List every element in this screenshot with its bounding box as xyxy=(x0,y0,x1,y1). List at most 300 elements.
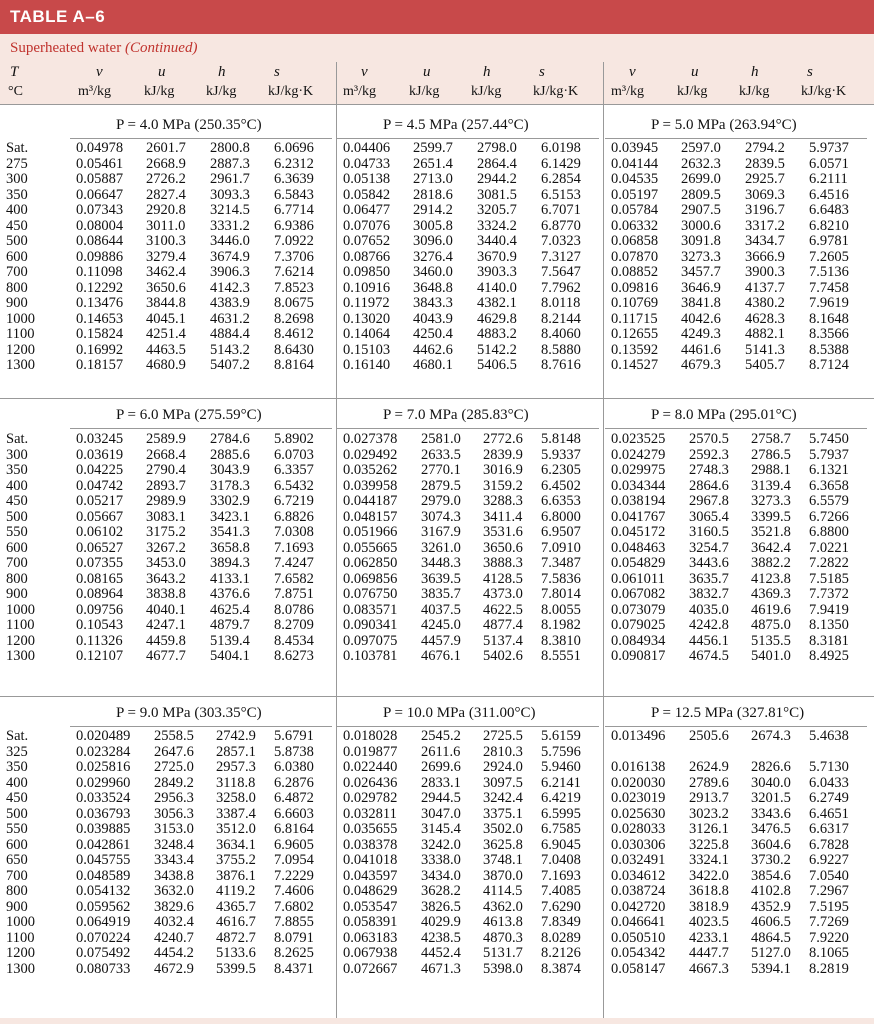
header-T-symbol: T xyxy=(10,64,19,80)
temperature-cell: 1300 xyxy=(6,357,35,373)
s-cell: 7.8523 xyxy=(274,279,314,296)
u-cell: 4240.7 xyxy=(154,929,194,946)
header-h-symbol: h xyxy=(218,64,226,80)
u-cell: 2967.8 xyxy=(689,493,729,509)
u-cell: 3074.3 xyxy=(421,508,461,525)
s-cell: 6.6353 xyxy=(541,493,581,509)
s-cell: 6.9507 xyxy=(541,524,581,540)
temperature-column xyxy=(6,432,48,665)
h-cell: 2784.6 xyxy=(210,431,250,447)
v-cell: 0.083571 xyxy=(343,601,398,618)
h-cell: 4369.3 xyxy=(751,586,791,602)
pressure-underline xyxy=(605,428,867,429)
v-cell: 0.032811 xyxy=(343,805,397,822)
header-s-symbol: s xyxy=(274,64,280,80)
v-cell: 0.04742 xyxy=(76,477,124,494)
s-cell: 6.5843 xyxy=(274,186,314,203)
pressure-underline xyxy=(337,726,599,727)
s-cell: 7.6582 xyxy=(274,570,314,587)
v-cell: 0.13476 xyxy=(76,295,124,311)
h-cell: 4879.7 xyxy=(210,617,250,633)
u-cell: 3167.9 xyxy=(421,524,461,540)
s-cell: 7.7269 xyxy=(809,914,849,930)
temperature-cell: 600 xyxy=(6,248,28,265)
v-cell: 0.064919 xyxy=(76,914,131,930)
s-cell: 8.4612 xyxy=(274,326,314,342)
h-cell: 3650.6 xyxy=(483,539,523,556)
u-cell: 2581.0 xyxy=(421,431,461,447)
v-cell: 0.029960 xyxy=(76,774,131,791)
temperature-column xyxy=(6,729,48,977)
v-cell: 0.016138 xyxy=(611,759,666,775)
u-cell: 2632.3 xyxy=(681,155,721,172)
s-cell: 6.3658 xyxy=(809,477,849,494)
s-cell: 5.9737 xyxy=(809,140,849,156)
h-cell: 3399.5 xyxy=(751,508,791,525)
h-cell: 3674.9 xyxy=(210,248,250,265)
h-cell: 5406.5 xyxy=(477,357,517,373)
h-cell: 5407.2 xyxy=(210,357,250,373)
v-cell: 0.08644 xyxy=(76,233,124,249)
v-cell: 0.10543 xyxy=(76,617,124,633)
h-cell: 3670.9 xyxy=(477,248,517,265)
u-cell: 3434.0 xyxy=(421,867,461,884)
h-cell: 4352.9 xyxy=(751,898,791,915)
h-cell: 3903.3 xyxy=(477,264,517,280)
s-cell: 6.3357 xyxy=(274,462,314,478)
h-cell: 5394.1 xyxy=(751,960,791,977)
h-cell: 3016.9 xyxy=(483,462,523,478)
s-cell: 7.8014 xyxy=(541,586,581,602)
v-cell: 0.07343 xyxy=(76,202,124,218)
v-cell: 0.18157 xyxy=(76,357,124,373)
s-cell: 7.0408 xyxy=(541,852,581,868)
subtitle-note: (Continued) xyxy=(124,40,198,56)
s-cell: 7.1693 xyxy=(274,539,314,556)
h-cell: 3159.2 xyxy=(483,477,523,494)
h-cell: 5401.0 xyxy=(751,648,791,664)
h-cell: 5127.0 xyxy=(751,945,791,961)
header-u-symbol: u xyxy=(158,64,166,80)
v-cell: 0.06858 xyxy=(611,233,659,249)
s-cell: 7.4247 xyxy=(274,555,314,571)
h-cell: 4142.3 xyxy=(210,279,250,296)
s-cell: 6.8826 xyxy=(274,508,314,525)
v-cell: 0.14653 xyxy=(76,310,124,327)
s-cell: 7.5185 xyxy=(809,570,849,587)
u-cell: 3225.8 xyxy=(689,836,729,853)
v-cell: 0.038724 xyxy=(611,883,666,899)
u-cell: 2624.9 xyxy=(689,759,729,775)
h-cell: 2772.6 xyxy=(483,431,523,447)
header-s-unit: kJ/kg·K xyxy=(533,84,579,99)
u-cell: 3005.8 xyxy=(413,217,453,234)
u-cell: 3422.0 xyxy=(689,867,729,884)
v-cell: 0.048157 xyxy=(343,508,398,525)
h-cell: 4883.2 xyxy=(477,326,517,342)
v-cell: 0.048629 xyxy=(343,883,398,899)
s-cell: 5.8738 xyxy=(274,743,314,760)
pressure-underline xyxy=(70,726,332,727)
v-cell: 0.14064 xyxy=(343,326,391,342)
v-cell: 0.019877 xyxy=(343,743,398,760)
u-cell: 4452.4 xyxy=(421,945,461,961)
h-cell: 3642.4 xyxy=(751,539,791,556)
h-cell: 4382.1 xyxy=(477,295,517,311)
h-cell: 3854.6 xyxy=(751,867,791,884)
u-cell: 2849.2 xyxy=(154,774,194,791)
h-cell: 4128.5 xyxy=(483,570,523,587)
u-cell: 4249.3 xyxy=(681,326,721,342)
u-cell: 3453.0 xyxy=(146,555,186,571)
h-cell: 5141.3 xyxy=(745,341,785,358)
h-cell: 4362.0 xyxy=(483,898,523,915)
v-cell: 0.06477 xyxy=(343,202,391,218)
s-cell: 6.9045 xyxy=(541,836,581,853)
u-cell: 2864.6 xyxy=(689,477,729,494)
s-cell: 7.5195 xyxy=(809,898,849,915)
h-cell: 3446.0 xyxy=(210,233,250,249)
h-cell: 4119.2 xyxy=(216,883,256,899)
temperature-cell: 700 xyxy=(6,264,28,280)
s-cell: 6.0571 xyxy=(809,155,849,172)
h-cell: 2794.2 xyxy=(745,140,785,156)
s-cell: 8.0786 xyxy=(274,601,314,618)
pressure-title: P = 4.5 MPa (257.44°C) xyxy=(383,117,529,133)
v-cell: 0.029975 xyxy=(611,462,666,478)
v-cell: 0.04733 xyxy=(343,155,391,172)
s-cell: 6.7585 xyxy=(541,821,581,837)
v-cell: 0.10769 xyxy=(611,295,659,311)
u-cell: 2599.7 xyxy=(413,140,453,156)
v-cell: 0.11326 xyxy=(76,632,123,649)
u-cell: 4251.4 xyxy=(146,326,186,342)
v-cell: 0.05667 xyxy=(76,508,124,525)
v-cell: 0.08004 xyxy=(76,217,124,234)
v-cell: 0.080733 xyxy=(76,960,131,977)
temperature-cell: 650 xyxy=(6,852,28,868)
header-s-unit: kJ/kg·K xyxy=(268,84,314,99)
h-cell: 3324.2 xyxy=(477,217,517,234)
v-cell: 0.16140 xyxy=(343,357,391,373)
temperature-cell: Sat. xyxy=(6,728,29,744)
header-u-symbol: u xyxy=(423,64,431,80)
v-cell: 0.039958 xyxy=(343,477,398,494)
h-cell: 4133.1 xyxy=(210,570,250,587)
s-cell: 7.3487 xyxy=(541,555,581,571)
h-cell: 3139.4 xyxy=(751,477,791,494)
u-cell: 3844.8 xyxy=(146,295,186,311)
s-cell: 6.7266 xyxy=(809,508,849,525)
v-cell: 0.11715 xyxy=(611,310,658,327)
v-cell: 0.05138 xyxy=(343,171,391,187)
u-cell: 2651.4 xyxy=(413,155,453,172)
v-cell: 0.06527 xyxy=(76,539,124,556)
temperature-cell: 450 xyxy=(6,217,28,234)
u-cell: 2570.5 xyxy=(689,431,729,447)
h-cell: 2742.9 xyxy=(216,728,256,744)
temperature-column xyxy=(6,141,48,374)
s-cell: 6.6483 xyxy=(809,202,849,218)
s-cell: 6.7828 xyxy=(809,836,849,853)
v-cell: 0.045172 xyxy=(611,524,666,540)
u-cell: 3818.9 xyxy=(689,898,729,915)
temperature-cell: 500 xyxy=(6,233,28,249)
header-s-unit: kJ/kg·K xyxy=(801,84,847,99)
v-cell: 0.054342 xyxy=(611,945,666,961)
u-cell: 4245.0 xyxy=(421,617,461,633)
u-cell: 2827.4 xyxy=(146,186,186,203)
u-cell: 4454.2 xyxy=(154,945,194,961)
u-cell: 2505.6 xyxy=(689,728,729,744)
s-cell: 6.4872 xyxy=(274,790,314,806)
s-cell: 8.2698 xyxy=(274,310,314,327)
h-cell: 3440.4 xyxy=(477,233,517,249)
temperature-cell: 800 xyxy=(6,883,28,899)
u-cell: 4671.3 xyxy=(421,960,461,977)
u-cell: 3338.0 xyxy=(421,852,461,868)
s-cell: 6.0703 xyxy=(274,446,314,463)
v-cell: 0.032491 xyxy=(611,852,666,868)
u-cell: 2592.3 xyxy=(689,446,729,463)
temperature-cell: 800 xyxy=(6,570,28,587)
h-cell: 5131.7 xyxy=(483,945,523,961)
temperature-cell: 400 xyxy=(6,202,28,218)
s-cell: 6.4651 xyxy=(809,805,849,822)
temperature-cell: 600 xyxy=(6,539,28,556)
h-cell: 2798.0 xyxy=(477,140,517,156)
s-cell: 7.7458 xyxy=(809,279,849,296)
u-cell: 2633.5 xyxy=(421,446,461,463)
s-cell: 6.8164 xyxy=(274,821,314,837)
h-cell: 3476.5 xyxy=(751,821,791,837)
v-cell: 0.041767 xyxy=(611,508,666,525)
s-cell: 8.0055 xyxy=(541,601,581,618)
s-cell: 8.0791 xyxy=(274,929,314,946)
h-cell: 3531.6 xyxy=(483,524,523,540)
u-cell: 3083.1 xyxy=(146,508,186,525)
v-cell: 0.079025 xyxy=(611,617,666,633)
s-cell: 6.8210 xyxy=(809,217,849,234)
v-cell: 0.09816 xyxy=(611,279,659,296)
s-cell: 8.1065 xyxy=(809,945,849,961)
s-cell: 7.6214 xyxy=(274,264,314,280)
v-cell: 0.058391 xyxy=(343,914,398,930)
temperature-cell: 550 xyxy=(6,821,28,837)
h-cell: 3273.3 xyxy=(751,493,791,509)
u-cell: 3628.2 xyxy=(421,883,461,899)
temperature-cell: 300 xyxy=(6,446,28,463)
v-cell: 0.048463 xyxy=(611,539,666,556)
u-cell: 3100.3 xyxy=(146,233,186,249)
h-cell: 3882.2 xyxy=(751,555,791,571)
v-cell: 0.069856 xyxy=(343,570,398,587)
s-cell: 5.9337 xyxy=(541,446,581,463)
u-cell: 3065.4 xyxy=(689,508,729,525)
h-cell: 2885.6 xyxy=(210,446,250,463)
h-cell: 2800.8 xyxy=(210,140,250,156)
s-cell: 8.2819 xyxy=(809,960,849,977)
v-cell: 0.09886 xyxy=(76,248,124,265)
v-cell: 0.025630 xyxy=(611,805,666,822)
u-cell: 2589.9 xyxy=(146,431,186,447)
u-cell: 3324.1 xyxy=(689,852,729,868)
u-cell: 4667.3 xyxy=(689,960,729,977)
temperature-cell: 450 xyxy=(6,790,28,806)
u-cell: 3838.8 xyxy=(146,586,186,602)
u-cell: 3832.7 xyxy=(689,586,729,602)
h-cell: 3043.9 xyxy=(210,462,250,478)
s-cell: 6.6317 xyxy=(809,821,849,837)
h-cell: 4870.3 xyxy=(483,929,523,946)
u-cell: 2913.7 xyxy=(689,790,729,806)
u-cell: 4035.0 xyxy=(689,601,729,618)
h-cell: 3375.1 xyxy=(483,805,523,822)
v-cell: 0.051966 xyxy=(343,524,398,540)
v-cell: 0.044187 xyxy=(343,493,398,509)
s-cell: 5.7937 xyxy=(809,446,849,463)
pressure-underline xyxy=(70,428,332,429)
h-cell: 5137.4 xyxy=(483,632,523,649)
h-cell: 3512.0 xyxy=(216,821,256,837)
u-cell: 2818.6 xyxy=(413,186,453,203)
temperature-cell: 900 xyxy=(6,586,28,602)
u-cell: 3267.2 xyxy=(146,539,186,556)
h-cell: 3870.0 xyxy=(483,867,523,884)
h-cell: 4877.4 xyxy=(483,617,523,633)
u-cell: 2647.6 xyxy=(154,743,194,760)
h-cell: 3888.3 xyxy=(483,555,523,571)
u-cell: 2611.6 xyxy=(421,743,461,760)
u-cell: 3242.0 xyxy=(421,836,461,853)
u-cell: 3175.2 xyxy=(146,524,186,540)
u-cell: 4037.5 xyxy=(421,601,461,618)
v-cell: 0.04225 xyxy=(76,462,124,478)
v-cell: 0.048589 xyxy=(76,867,131,884)
s-cell: 7.7372 xyxy=(809,586,849,602)
s-cell: 7.2822 xyxy=(809,555,849,571)
v-cell: 0.06647 xyxy=(76,186,124,203)
u-cell: 2879.5 xyxy=(421,477,461,494)
s-cell: 7.4606 xyxy=(274,883,314,899)
h-cell: 3069.3 xyxy=(745,186,785,203)
h-cell: 3748.1 xyxy=(483,852,523,868)
s-cell: 7.2229 xyxy=(274,867,314,884)
h-cell: 4884.4 xyxy=(210,326,250,342)
s-cell: 8.0289 xyxy=(541,929,581,946)
v-cell: 0.062850 xyxy=(343,555,398,571)
u-cell: 4462.6 xyxy=(413,341,453,358)
s-cell: 8.1648 xyxy=(809,310,849,327)
temperature-cell: 450 xyxy=(6,493,28,509)
s-cell: 6.6603 xyxy=(274,805,314,822)
temperature-cell: 1000 xyxy=(6,310,35,327)
u-cell: 3047.0 xyxy=(421,805,461,822)
h-cell: 3331.2 xyxy=(210,217,250,234)
v-cell: 0.03945 xyxy=(611,140,659,156)
v-cell: 0.034344 xyxy=(611,477,666,494)
s-cell: 8.3874 xyxy=(541,960,581,977)
h-cell: 2925.7 xyxy=(745,171,785,187)
s-cell: 6.9386 xyxy=(274,217,314,234)
u-cell: 3643.2 xyxy=(146,570,186,587)
v-cell: 0.033524 xyxy=(76,790,131,806)
temperature-cell: 1200 xyxy=(6,945,35,961)
v-cell: 0.09850 xyxy=(343,264,391,280)
s-cell: 6.9781 xyxy=(809,233,849,249)
v-cell: 0.16992 xyxy=(76,341,124,358)
v-cell: 0.039885 xyxy=(76,821,131,837)
s-cell: 6.5432 xyxy=(274,477,314,494)
header-h-unit: kJ/kg xyxy=(206,84,237,99)
h-cell: 2857.1 xyxy=(216,743,256,760)
v-cell: 0.030306 xyxy=(611,836,666,853)
h-cell: 3258.0 xyxy=(216,790,256,806)
s-cell: 8.0118 xyxy=(541,295,581,311)
v-cell: 0.061011 xyxy=(611,570,665,587)
s-cell: 5.7130 xyxy=(809,759,849,775)
u-cell: 4677.7 xyxy=(146,648,186,664)
u-cell: 2979.0 xyxy=(421,493,461,509)
v-cell: 0.035655 xyxy=(343,821,398,837)
s-cell: 8.5388 xyxy=(809,341,849,358)
u-cell: 3650.6 xyxy=(146,279,186,296)
v-cell: 0.11098 xyxy=(76,264,123,280)
h-cell: 4123.8 xyxy=(751,570,791,587)
v-cell: 0.05887 xyxy=(76,171,124,187)
pressure-title: P = 9.0 MPa (303.35°C) xyxy=(116,705,262,721)
h-cell: 5402.6 xyxy=(483,648,523,664)
v-cell: 0.038378 xyxy=(343,836,398,853)
v-cell: 0.028033 xyxy=(611,821,666,837)
s-cell: 7.9220 xyxy=(809,929,849,946)
v-cell: 0.08964 xyxy=(76,586,124,602)
h-cell: 5135.5 xyxy=(751,632,791,649)
h-cell: 3097.5 xyxy=(483,774,523,791)
u-cell: 2725.0 xyxy=(154,759,194,775)
u-cell: 2944.5 xyxy=(421,790,461,806)
u-cell: 3343.4 xyxy=(154,852,194,868)
u-cell: 3829.6 xyxy=(154,898,194,915)
v-cell: 0.12292 xyxy=(76,279,124,296)
h-cell: 2887.3 xyxy=(210,155,250,172)
temperature-cell: 1200 xyxy=(6,632,35,649)
u-cell: 2601.7 xyxy=(146,140,186,156)
h-cell: 3604.6 xyxy=(751,836,791,853)
h-cell: 4619.6 xyxy=(751,601,791,618)
u-cell: 4233.1 xyxy=(689,929,729,946)
v-cell: 0.043597 xyxy=(343,867,398,884)
v-cell: 0.04978 xyxy=(76,140,124,156)
v-cell: 0.023284 xyxy=(76,743,131,760)
s-cell: 8.2709 xyxy=(274,617,314,633)
v-cell: 0.07652 xyxy=(343,233,391,249)
h-cell: 5139.4 xyxy=(210,632,250,649)
s-cell: 8.7124 xyxy=(809,357,849,373)
temperature-cell: 1200 xyxy=(6,341,35,358)
u-cell: 3153.0 xyxy=(154,821,194,837)
s-cell: 6.7071 xyxy=(541,202,581,218)
s-cell: 6.4502 xyxy=(541,477,581,494)
u-cell: 2558.5 xyxy=(154,728,194,744)
h-cell: 3541.3 xyxy=(210,524,250,540)
u-cell: 3648.8 xyxy=(413,279,453,296)
h-cell: 4872.7 xyxy=(216,929,256,946)
u-cell: 3457.7 xyxy=(681,264,721,280)
header-T-unit: °C xyxy=(8,84,23,99)
s-cell: 8.4925 xyxy=(809,648,849,664)
u-cell: 3639.5 xyxy=(421,570,461,587)
